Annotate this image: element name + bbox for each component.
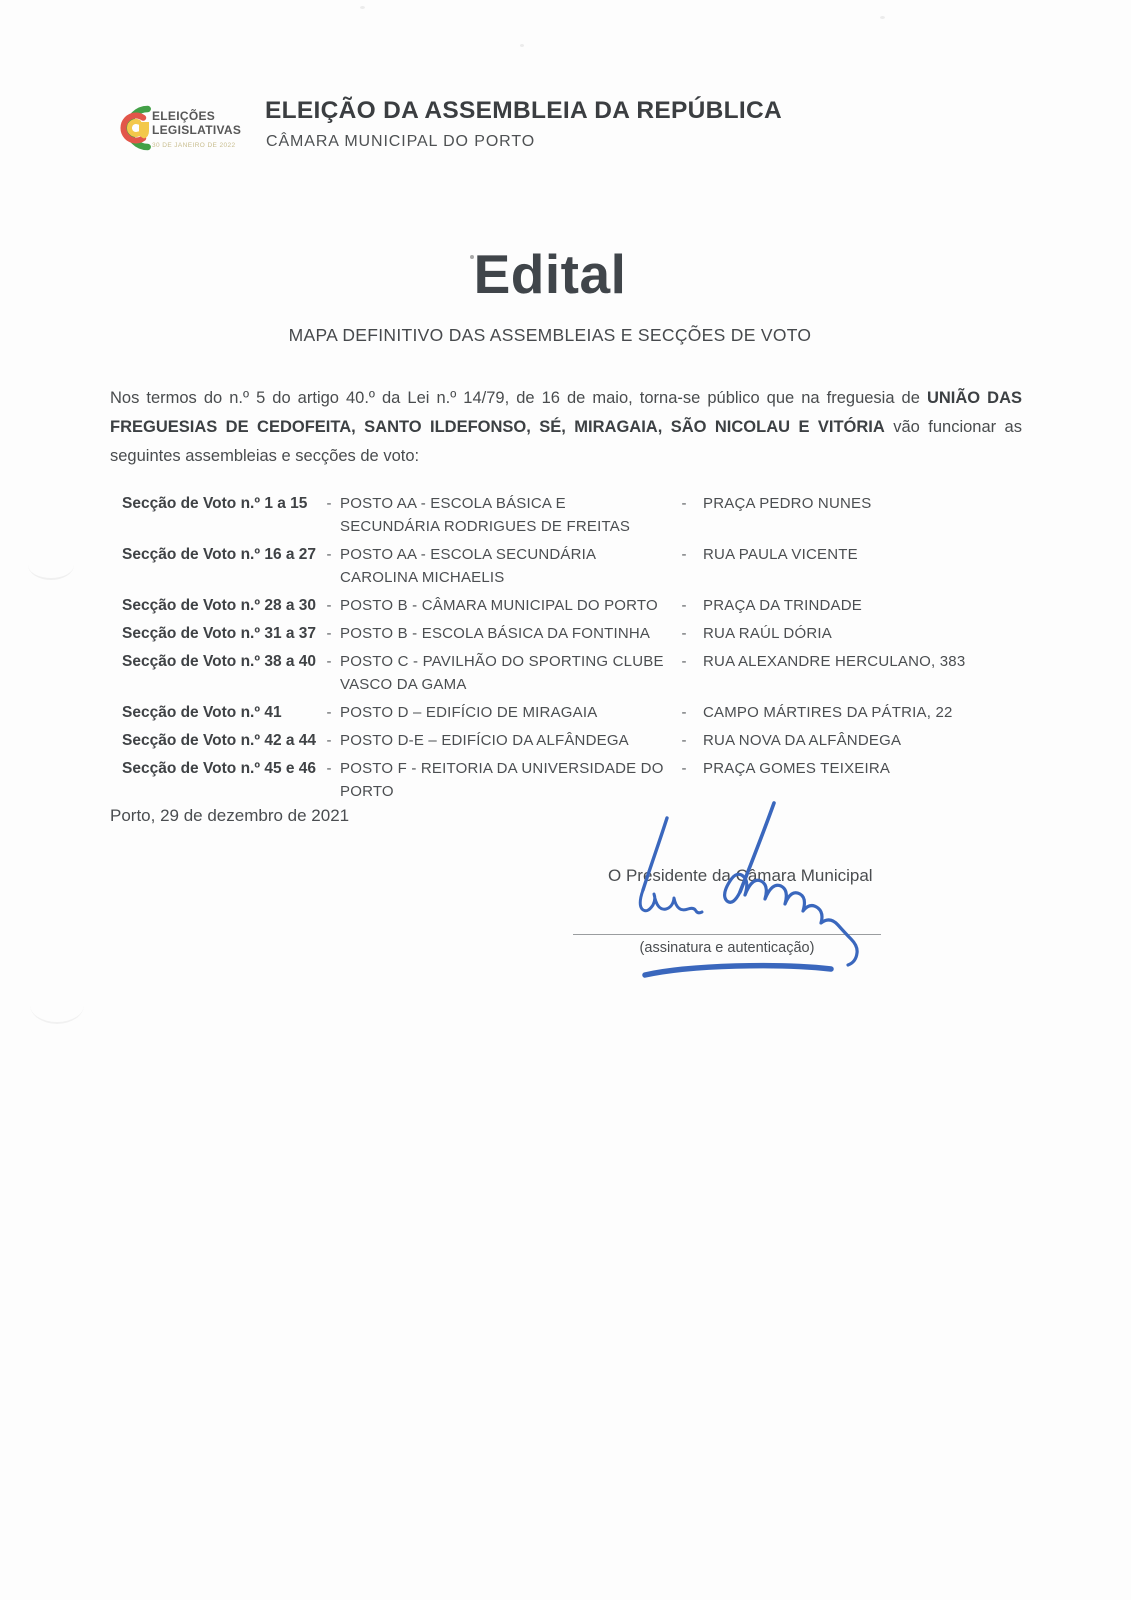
document-subtitle: MAPA DEFINITIVO DAS ASSEMBLEIAS E SECÇÕES DE VOTO <box>288 325 812 345</box>
signature-line <box>573 934 881 935</box>
signature-block <box>555 778 915 993</box>
intro-bold-freguesia: UNIÃO DAS FREGUESIAS DE CEDOFEITA, SANTO ILDEFONSO, SÉ, MIRAGAIA, SÃO NICOLAU E VITÓRIA <box>110 389 1022 436</box>
section-venue: POSTO B - ESCOLA BÁSICA DA FONTINHA <box>340 625 651 642</box>
section-row <box>122 650 1027 696</box>
separator-dash: - <box>326 546 332 563</box>
signature-title: O Presidente da Câmara Municipal <box>608 866 873 885</box>
logo-date: 30 DE JANEIRO DE 2022 <box>152 142 236 149</box>
separator-dash: - <box>681 760 687 777</box>
section-address: CAMPO MÁRTIRES DA PÁTRIA, 22 <box>703 704 953 721</box>
logo-line2: LEGISLATIVAS <box>152 122 242 137</box>
section-venue: POSTO D – EDIFÍCIO DE MIRAGAIA <box>340 704 598 721</box>
scan-speck-artifact <box>880 16 885 19</box>
section-label: Secção de Voto n.º 38 a 40 <box>122 653 317 670</box>
section-label: Secção de Voto n.º 41 <box>122 704 282 721</box>
intro-suffix: vão funcionar as seguintes assembleias e secções de voto: <box>110 418 1022 465</box>
section-row <box>122 543 1027 589</box>
section-venue: POSTO D-E – EDIFÍCIO DA ALFÂNDEGA <box>340 732 629 749</box>
section-label: Secção de Voto n.º 31 a 37 <box>122 625 317 642</box>
section-row <box>122 729 1027 752</box>
separator-dash: - <box>681 495 687 512</box>
scan-speck-artifact <box>360 6 365 9</box>
section-address: RUA NOVA DA ALFÂNDEGA <box>703 732 902 749</box>
section-address: RUA RAÚL DÓRIA <box>703 625 832 642</box>
scan-smudge-artifact <box>30 986 84 1024</box>
separator-dash: - <box>326 597 332 614</box>
separator-dash: - <box>681 546 687 563</box>
date-line: Porto, 29 de dezembro de 2021 <box>110 806 350 825</box>
separator-dash: - <box>326 732 332 749</box>
header-subtitle: CÂMARA MUNICIPAL DO PORTO <box>266 133 536 150</box>
section-row <box>122 622 1027 645</box>
separator-dash: - <box>681 732 687 749</box>
intro-prefix: Nos termos do n.º 5 do artigo 40.º da Lei n.º 14/79, de 16 de maio, torna-se público que na freguesia de <box>110 389 927 407</box>
separator-dash: - <box>681 653 687 670</box>
section-venue: POSTO C - PAVILHÃO DO SPORTING CLUBE VASCO DA GAMA <box>340 653 664 693</box>
separator-dash: - <box>326 760 332 777</box>
scan-speck-artifact <box>520 44 524 47</box>
logo-line1: ELEIÇÕES <box>152 109 216 123</box>
sections-table <box>122 492 1027 808</box>
section-venue: POSTO B - CÂMARA MUNICIPAL DO PORTO <box>340 597 658 614</box>
separator-dash: - <box>326 653 332 670</box>
section-row <box>122 492 1027 538</box>
separator-dash: - <box>326 495 332 512</box>
section-venue: POSTO F - REITORIA DA UNIVERSIDADE DO PORTO <box>340 760 664 800</box>
section-address: PRAÇA PEDRO NUNES <box>703 495 872 512</box>
section-label: Secção de Voto n.º 45 e 46 <box>122 760 317 777</box>
separator-dash: - <box>681 704 687 721</box>
header-title: ELEIÇÃO DA ASSEMBLEIA DA REPÚBLICA <box>265 97 783 124</box>
section-address: RUA ALEXANDRE HERCULANO, 383 <box>703 653 966 670</box>
section-label: Secção de Voto n.º 28 a 30 <box>122 597 317 614</box>
separator-dash: - <box>681 625 687 642</box>
section-address: PRAÇA GOMES TEIXEIRA <box>703 760 891 777</box>
intro-paragraph <box>110 384 1022 471</box>
separator-dash: - <box>326 625 332 642</box>
section-address: RUA PAULA VICENTE <box>703 546 858 563</box>
document-title: Edital <box>473 243 627 305</box>
section-label: Secção de Voto n.º 16 a 27 <box>122 546 317 563</box>
scan-smudge-artifact <box>28 550 74 580</box>
separator-dash: - <box>326 704 332 721</box>
elections-logo-text <box>152 110 241 153</box>
elections-logo <box>116 96 266 160</box>
section-address: PRAÇA DA TRINDADE <box>703 597 862 614</box>
section-label: Secção de Voto n.º 1 a 15 <box>122 495 308 512</box>
section-venue: POSTO AA - ESCOLA BÁSICA E SECUNDÁRIA RODRIGUES DE FREITAS <box>340 495 631 535</box>
separator-dash: - <box>681 597 687 614</box>
section-row <box>122 594 1027 617</box>
signature-caption: (assinatura e autenticação) <box>639 940 815 956</box>
section-label: Secção de Voto n.º 42 a 44 <box>122 732 317 749</box>
section-row <box>122 701 1027 724</box>
section-venue: POSTO AA - ESCOLA SECUNDÁRIA CAROLINA MICHAELIS <box>340 546 596 586</box>
